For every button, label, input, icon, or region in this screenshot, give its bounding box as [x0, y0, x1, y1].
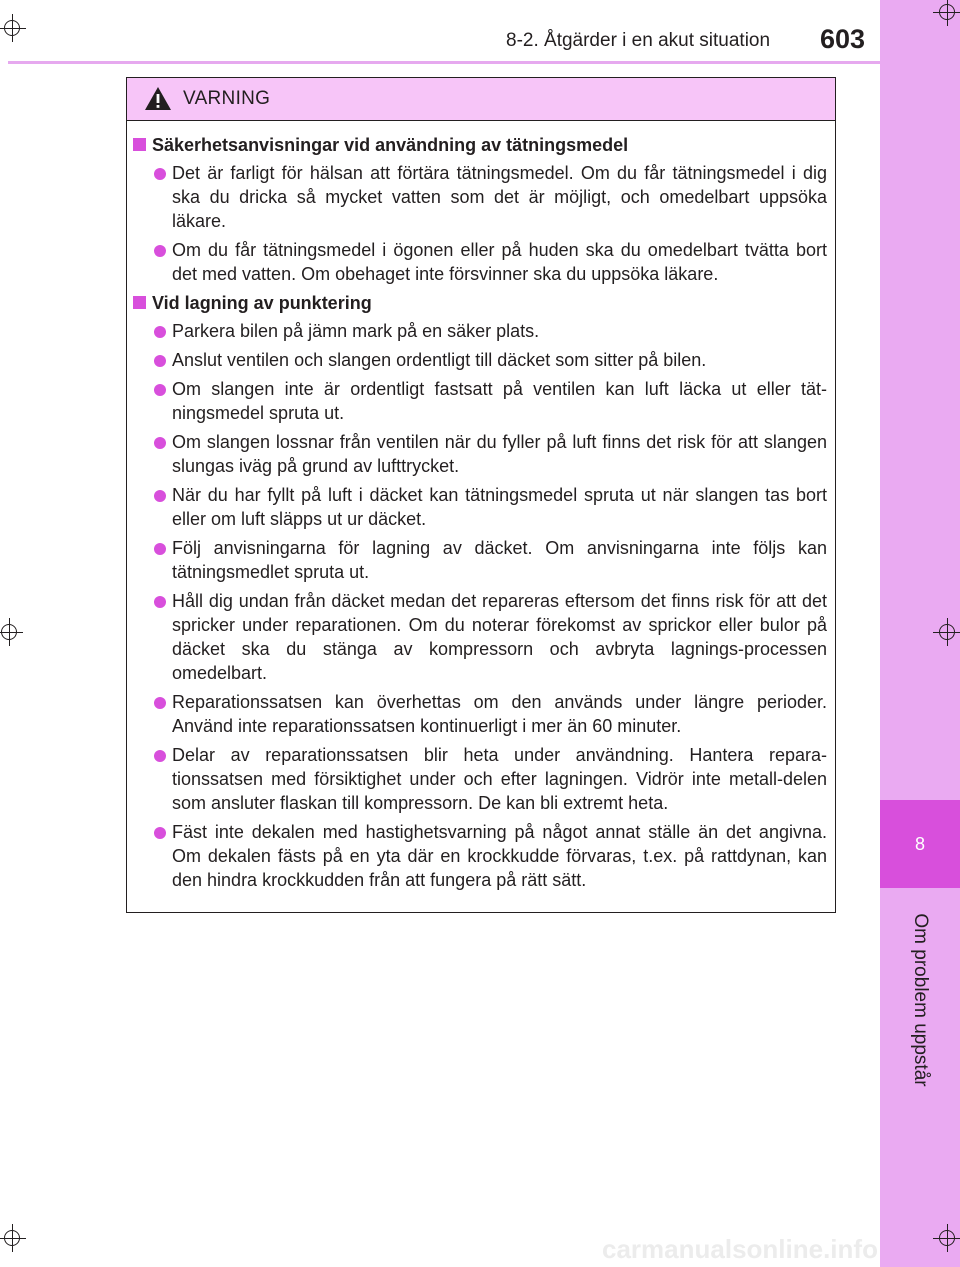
running-header-section: 8-2. Åtgärder i en akut situation: [506, 30, 771, 51]
header-rule: [8, 61, 880, 64]
warning-bullet: [132, 430, 827, 478]
warning-bullet-text: Om slangen inte är ordentligt fastsatt på ventilen kan luft läcka ut eller tät-ningsmedel spruta ut.: [172, 379, 827, 423]
warning-bullet: [132, 319, 827, 343]
warning-bullet: [132, 536, 827, 584]
warning-bullet: [132, 743, 827, 815]
warning-bullet-text: Anslut ventilen och slangen ordentligt till däcket som sitter på bilen.: [172, 350, 707, 370]
warning-bullet-text: Fäst inte dekalen med hastighetsvarning på något annat ställe än det angivna. Om dekalen fästs på en yta där en krockkudde förvaras, t.ex. på rattdynan, kan den hindra krockkudden från att fungera på rätt sätt.: [172, 822, 827, 890]
warning-bullet-text: Reparationssatsen kan överhettas om den används under längre perioder. Använd inte reparationssatsen kontinuerligt i mer än 60 minuter.: [172, 692, 827, 736]
warning-bullet-text: Parkera bilen på jämn mark på en säker plats.: [172, 321, 540, 341]
circle-bullet-icon: [154, 437, 166, 449]
warning-bullet: [132, 238, 827, 286]
warning-section-title: [132, 133, 827, 157]
warning-bullet-text: Om du får tätningsmedel i ögonen eller på huden ska du omedelbart tvätta bort det med vatten. Om obehaget inte försvinner ska du uppsöka läkare.: [172, 240, 827, 284]
warning-section-title-text: Vid lagning av punktering: [152, 293, 372, 313]
warning-bullet-text: Det är farligt för hälsan att förtära tätningsmedel. Om du får tätningsmedel i dig ska du dricka så mycket vatten som det är möjligt, och omedelbart uppsöka läkare.: [172, 163, 827, 231]
circle-bullet-icon: [154, 543, 166, 555]
chapter-number: 8: [914, 834, 925, 854]
warning-bullet: [132, 690, 827, 738]
circle-bullet-icon: [154, 326, 166, 338]
circle-bullet-icon: [154, 245, 166, 257]
warning-bullet-text: Om slangen lossnar från ventilen när du fyller på luft finns det risk för att slangen slungas iväg på grund av lufttrycket.: [172, 432, 827, 476]
warning-box: [126, 77, 836, 913]
warning-body: [127, 121, 835, 892]
warning-bullet: [132, 483, 827, 531]
warning-bullet: [132, 820, 827, 892]
warning-bullet: [132, 377, 827, 425]
circle-bullet-icon: [154, 490, 166, 502]
warning-bullet-text: Följ anvisningarna för lagning av däcket. Om anvisningarna inte följs kan tätningsmedlet spruta ut.: [172, 538, 827, 582]
warning-section-title-text: Säkerhetsanvisningar vid användning av tätningsmedel: [152, 135, 629, 155]
warning-section-title: [132, 291, 827, 315]
warning-bullet: [132, 589, 827, 685]
circle-bullet-icon: [154, 697, 166, 709]
circle-bullet-icon: [154, 827, 166, 839]
warning-header: [127, 78, 835, 121]
circle-bullet-icon: [154, 384, 166, 396]
square-bullet-icon: [133, 138, 146, 151]
warning-bullet: [132, 348, 827, 372]
circle-bullet-icon: [154, 596, 166, 608]
circle-bullet-icon: [154, 355, 166, 367]
page-number: 603: [820, 24, 866, 54]
warning-label: VARNING: [183, 88, 271, 109]
warning-bullet: [132, 161, 827, 233]
chapter-title: Om problem uppstår: [910, 913, 931, 1087]
square-bullet-icon: [133, 296, 146, 309]
warning-bullet-text: När du har fyllt på luft i däcket kan tätningsmedel spruta ut när slangen tas bort eller om luft släpps ut ur däcket.: [172, 485, 827, 529]
circle-bullet-icon: [154, 750, 166, 762]
warning-bullet-text: Delar av reparationssatsen blir heta under användning. Hantera repara-tionssatsen med försiktighet under och efter lagningen. Vidrör inte metall-delen som ansluter flaskan till kompressorn. De kan bli extremt heta.: [172, 745, 827, 813]
watermark: carmanualsonline.info: [602, 1234, 878, 1264]
warning-bullet-text: Håll dig undan från däcket medan det repareras eftersom det finns risk för att det spricker under reparationen. Om du noterar förekomst av sprickor eller bulor på däcket ska du stänga av kompressorn och avbryta lagnings-processen omedelbart.: [172, 591, 827, 683]
circle-bullet-icon: [154, 168, 166, 180]
warning-triangle-icon: [144, 86, 172, 116]
